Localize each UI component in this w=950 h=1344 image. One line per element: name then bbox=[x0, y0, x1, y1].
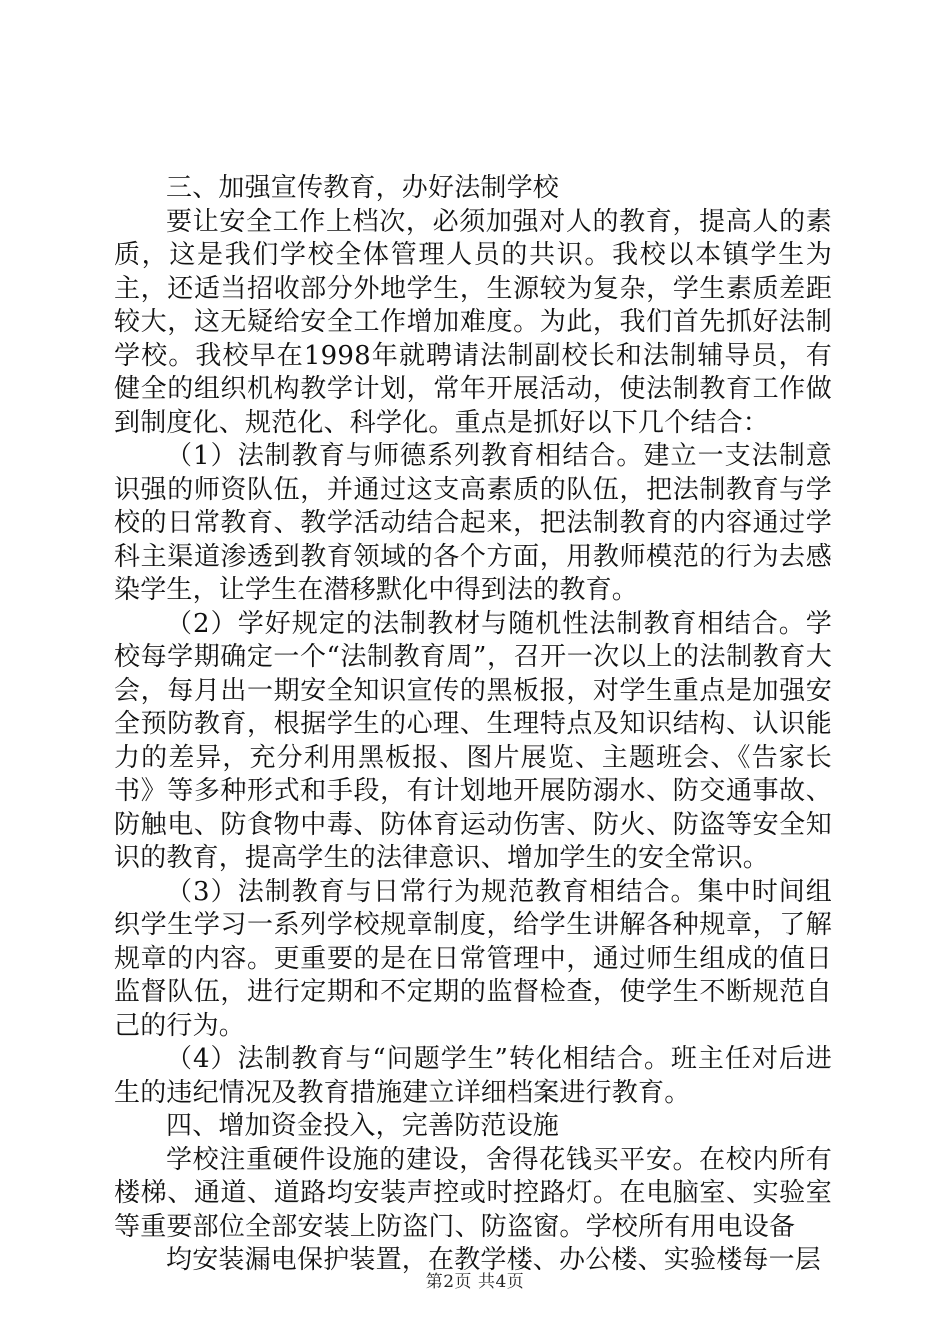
body-text bbox=[114, 172, 832, 1278]
section-heading-4: 四、增加资金投入，完善防范设施 bbox=[166, 1111, 560, 1141]
paragraph: 均安装漏电保护装置，在教学楼、办公楼、实验楼每一层 bbox=[166, 1245, 822, 1275]
page-number-footer: 第2页 共4页 bbox=[425, 1272, 525, 1292]
paragraph: 要让安全工作上档次，必须加强对人的教育，提高人的素质，这是我们学校全体管理人员的共识。我校以本镇学生为主，还适当招收部分外地学生，生源较为复杂，学生素质差距较大，这无疑给安全工作增加难度。为此，我们首先抓好法制学校。我校早在1998年就聘请法制副校长和法制辅导员，有健全的组织机构教学计划，常年开展活动，使法制教育工作做到制度化、规范化、科学化。重点是抓好以下几个结合： bbox=[114, 206, 832, 438]
list-item-3: （3）法制教育与日常行为规范教育相结合。集中时间组织学生学习一系列学校规章制度，给学生讲解各种规章，了解规章的内容。更重要的是在日常管理中，通过师生组成的值日监督队伍，进行定期和不定期的监督检查，使学生不断规范自己的行为。 bbox=[114, 876, 832, 1041]
list-item-2: （2）学好规定的法制教材与随机性法制教育相结合。学校每学期确定一个“法制教育周”，召开一次以上的法制教育大会，每月出一期安全知识宣传的黑板报，对学生重点是加强安全预防教育，根据学生的心理、生理特点及知识结构、认识能力的差异，充分利用黑板报、图片展览、主题班会、《告家长书》等多种形式和手段，有计划地开展防溺水、防交通事故、防触电、防食物中毒、防体育运动伤害、防火、防盗等安全知识的教育，提高学生的法律意识、增加学生的安全常识。 bbox=[114, 608, 832, 873]
section-heading-3: 三、加强宣传教育，办好法制学校 bbox=[166, 173, 560, 203]
list-item-1: （1）法制教育与师德系列教育相结合。建立一支法制意识强的师资队伍，并通过这支高素质的队伍，把法制教育与学校的日常教育、教学活动结合起来，把法制教育的内容通过学科主渠道渗透到教育领域的各个方面，用教师模范的行为去感染学生，让学生在潜移默化中得到法的教育。 bbox=[114, 441, 832, 605]
list-item-4: （4）法制教育与“问题学生”转化相结合。班主任对后进生的违纪情况及教育措施建立详细档案进行教育。 bbox=[114, 1044, 832, 1108]
paragraph: 学校注重硬件设施的建设，舍得花钱买平安。在校内所有楼梯、通道、道路均安装声控或时控路灯。在电脑室、实验室等重要部位全部安装上防盗门、防盗窗。学校所有用电设备 bbox=[114, 1144, 832, 1242]
